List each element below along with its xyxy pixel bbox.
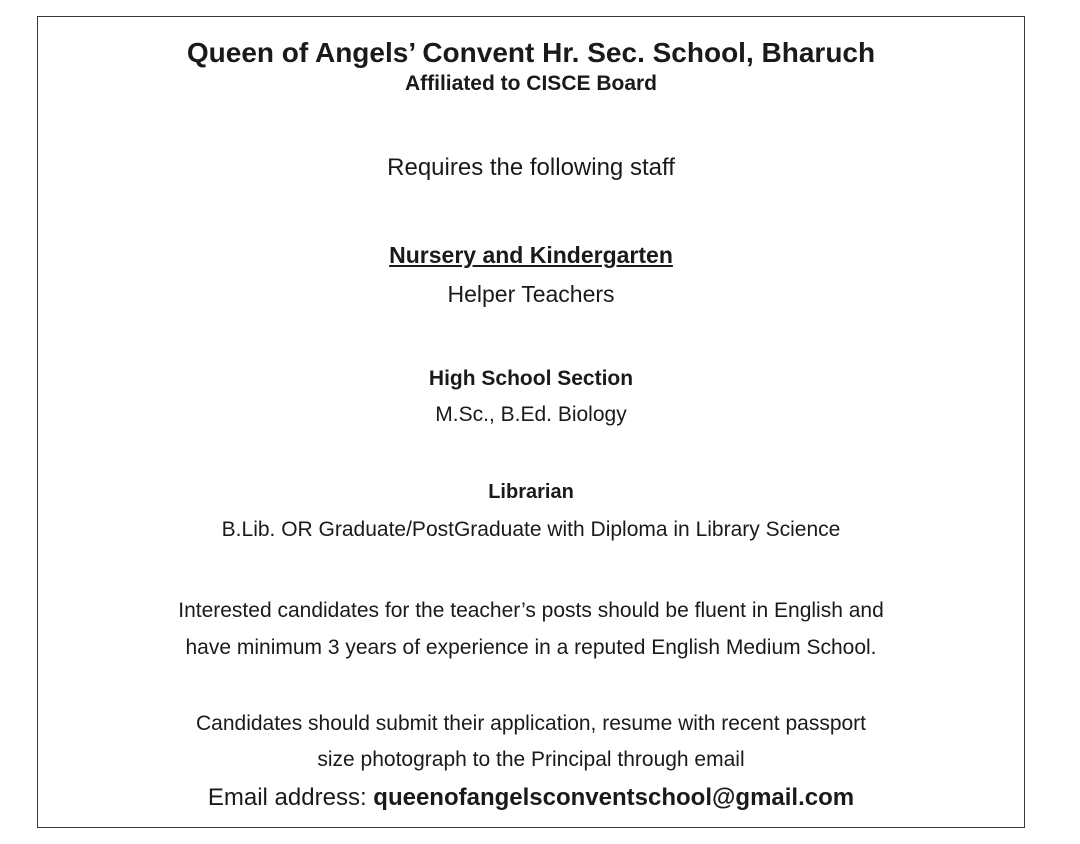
section-heading-nursery: Nursery and Kindergarten — [389, 242, 673, 268]
section-item-high-school: M.Sc., B.Ed. Biology — [435, 403, 627, 426]
eligibility-line-1: Interested candidates for the teacher’s posts should be fluent in English and — [178, 599, 884, 622]
intro-text: Requires the following staff — [387, 154, 675, 181]
email-line — [38, 784, 1024, 812]
application-line-1: Candidates should submit their application, resume with recent passport — [195, 712, 867, 735]
eligibility-line-2: have minimum 3 years of experience in a reputed English Medium School. — [185, 636, 877, 659]
affiliation: Affiliated to CISCE Board — [404, 72, 657, 95]
school-name: Queen of Angels’ Convent Hr. Sec. School, Bharuch — [186, 37, 876, 68]
job-notice — [37, 16, 1025, 828]
email-label: Email address: — [207, 784, 374, 811]
email-address[interactable]: queenofangelsconventschool@gmail.com — [373, 784, 855, 811]
section-item-nursery: Helper Teachers — [447, 281, 615, 307]
section-item-librarian: B.Lib. OR Graduate/PostGraduate with Diploma in Library Science — [221, 518, 841, 541]
section-heading-high-school: High School Section — [428, 367, 634, 390]
section-heading-librarian: Librarian — [488, 481, 574, 503]
application-line-2: size photograph to the Principal through email — [317, 748, 745, 771]
